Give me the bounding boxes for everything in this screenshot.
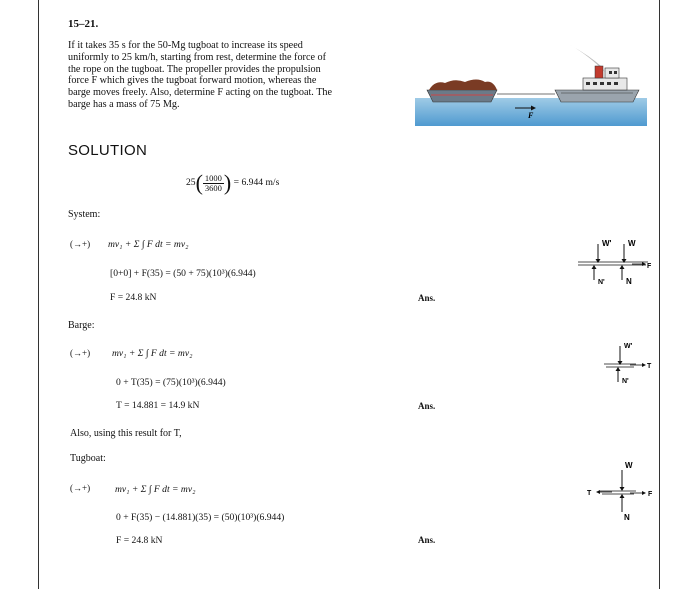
barge-step1: 0 + T(35) = (75)(10³)(6.944) [116,377,226,388]
tugboat-barge-figure [415,40,647,126]
tugboat-fbd [586,456,656,522]
tugboat-direction: (→+) [70,483,91,493]
barge-result: T = 14.881 = 14.9 kN [116,400,200,411]
system-ans: Ans. [418,293,436,303]
also-text: Also, using this result for T, [70,428,182,439]
fbd-f: F [647,263,652,270]
velocity-conversion: 25( $\frac{1000}{3600}$ ) = 6.944 m/s [186,170,280,195]
barge-fbd-n: N' [622,378,629,385]
velocity-num: 1000 [204,172,222,183]
fbd-w-prime: W' [602,239,612,248]
barge-label: Barge: [68,320,95,331]
tugboat-label: Tugboat: [70,453,106,464]
problem-statement: If it takes 35 s for the 50-Mg tugboat to increase its speed uniformly to 25 km/h, starting from rest, determine the force of the rope on the tugboat. The propeller provides the propulsion force F which gives the tugboat forward motion, whereas the barge moves freely. Also, determine F acting on the tugboat. The barge has a mass of 75 Mg. [68,40,333,110]
tugboat-ans: Ans. [418,535,436,545]
velocity-den: 3600 [204,182,222,193]
system-principle: mv₁ + Σ ∫ F dt = mv₂ [108,239,189,250]
barge-principle: mv₁ + Σ ∫ F dt = mv₂ [112,348,193,359]
tug-fbd-n: N [624,513,630,522]
system-result: F = 24.8 kN [110,292,157,303]
barge-fbd [600,338,656,388]
barge-fbd-t: T [647,363,652,370]
tug-fbd-w: W [625,461,633,470]
velocity-result: = 6.944 m/s [233,177,280,189]
velocity-coef: 25 [186,177,196,189]
tugboat [555,66,639,102]
velocity-fraction [203,174,224,193]
problem-number: 15–21. [68,18,99,30]
barge-fbd-w: W' [624,343,633,350]
tug-fbd-t: T [587,490,592,497]
fbd-w: W [628,239,636,248]
system-step1: [0+0] + F(35) = (50 + 75)(10³)(6.944) [110,268,256,279]
tugboat-principle: mv₁ + Σ ∫ F dt = mv₂ [115,484,196,495]
system-direction: (→+) [70,239,91,249]
barge-ans: Ans. [418,401,436,411]
fbd-n-prime: N' [598,279,605,286]
solution-heading: SOLUTION [68,142,148,159]
system-fbd [576,232,656,290]
tugboat-step1: 0 + F(35) − (14.881)(35) = (50)(10³)(6.944) [116,512,285,523]
fbd-n: N [626,277,632,286]
tugboat-result: F = 24.8 kN [116,535,163,546]
system-label: System: [68,209,101,220]
figure-force-label: F [528,111,534,120]
tug-fbd-f: F [648,491,653,498]
barge [427,80,497,103]
barge-direction: (→+) [70,348,91,358]
